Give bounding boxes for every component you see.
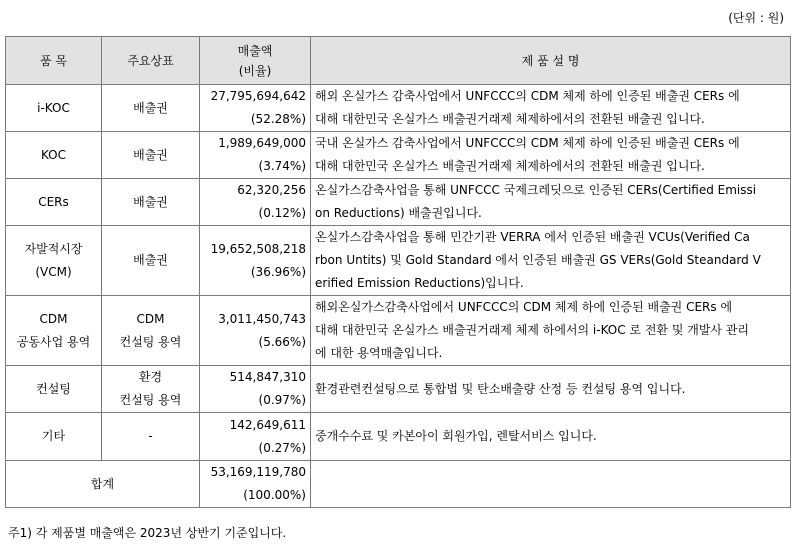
description-cell <box>311 296 791 366</box>
sales-amount: 3,011,450,743 <box>218 311 306 326</box>
sales-ratio: (0.27%) <box>258 440 306 455</box>
footnote: 주1) 각 제품별 매출액은 2023년 상반기 기준입니다. <box>8 526 287 540</box>
header-sales-line2: (비율) <box>238 63 272 78</box>
header-product: 품 목 <box>6 37 102 85</box>
brand-cell-line: 배출권 <box>133 147 168 162</box>
brand-cell-line: 컨설팅 용역 <box>119 334 182 349</box>
description-cell-line: 대해 대한민국 온실가스 배출권거래제 체제하에서의 전환된 배출권 입니다. <box>315 159 705 173</box>
description-cell <box>311 132 791 179</box>
sales-cell <box>200 132 311 179</box>
table-row <box>6 366 791 413</box>
header-sales <box>200 37 311 85</box>
sales-ratio: (5.66%) <box>258 334 306 349</box>
description-cell-line: 온실가스감축사업을 통해 UNFCCC 국제크레딧으로 인증된 CERs(Certified Emissi <box>315 183 757 197</box>
table-row <box>6 413 791 461</box>
description-cell-line: on Reductions) 배출권입니다. <box>315 206 482 220</box>
sales-amount: 142,649,611 <box>229 417 306 432</box>
sales-ratio: (0.12%) <box>258 206 306 220</box>
sales-cell <box>200 85 311 132</box>
sales-amount: 514,847,310 <box>229 370 306 384</box>
sales-amount: 27,795,694,642 <box>210 89 306 103</box>
description-cell-line: 대해 대한민국 온실가스 배출권거래제 체제 하에서의 i-KOC 로 전환 및 개발사 관리 <box>315 323 750 337</box>
sales-amount: 62,320,256 <box>237 183 306 197</box>
description-cell-line: rbon Untits) 및 Gold Standard 에서 인증된 배출권 GS VERs(Gold Steandard V <box>315 253 761 267</box>
table-row <box>6 296 791 366</box>
product-sales-table <box>5 36 791 508</box>
brand-cell-line: 배출권 <box>133 253 168 267</box>
description-cell <box>311 179 791 226</box>
description-cell <box>311 226 791 296</box>
brand-cell-line: 컨설팅 용역 <box>119 393 182 407</box>
description-cell-line: 국내 온실가스 감축사업에서 UNFCCC의 CDM 체제 하에 인증된 배출권 CERs 에 <box>315 136 740 150</box>
product-cell-line: i-KOC <box>37 100 70 115</box>
product-cell-line: CERs <box>38 194 69 209</box>
table-row <box>6 85 791 132</box>
product-cell-line: (VCM) <box>35 264 72 279</box>
table-row <box>6 226 791 296</box>
description-cell-line: 환경관련컨설팅으로 통합법 및 탄소배출량 산정 등 컨설팅 용역 입니다. <box>315 381 686 396</box>
sales-cell <box>200 366 311 413</box>
sales-ratio: (0.97%) <box>258 393 306 407</box>
header-description: 제 품 설 명 <box>311 37 791 85</box>
product-cell-line: CDM <box>39 311 68 326</box>
brand-cell-line: 배출권 <box>133 100 168 115</box>
brand-cell-line: - <box>148 429 153 443</box>
product-cell <box>6 179 102 226</box>
product-cell <box>6 132 102 179</box>
brand-cell-line: 환경 <box>138 370 163 384</box>
total-amount: 53,169,119,780 <box>210 465 306 479</box>
total-label: 합계 <box>6 461 200 508</box>
description-cell-line: 해외온실가스감축사업에서 UNFCCC의 CDM 체제 하에 인증된 배출권 CERs 에 <box>315 300 733 314</box>
description-cell-line: erified Emission Reductions)입니다. <box>315 276 524 290</box>
product-cell <box>6 226 102 296</box>
header-brand: 주요상표 <box>102 37 200 85</box>
brand-cell <box>102 226 200 296</box>
brand-cell <box>102 179 200 226</box>
description-cell-line: 중개수수료 및 카본아이 회원가입, 렌탈서비스 입니다. <box>315 429 597 443</box>
header-row <box>6 37 791 85</box>
sales-amount: 19,652,508,218 <box>210 241 306 256</box>
total-amount-cell <box>200 461 311 508</box>
description-cell-line: 해외 온실가스 감축사업에서 UNFCCC의 CDM 체제 하에 인증된 배출권 CERs 에 <box>315 89 740 103</box>
product-cell <box>6 413 102 461</box>
product-cell-line: 자발적시장 <box>24 241 83 256</box>
description-cell-line: 온실가스감축사업을 통해 민간기관 VERRA 에서 인증된 배출권 VCUs(Verified Ca <box>315 230 750 244</box>
product-cell-line: 공동사업 용역 <box>16 334 91 349</box>
description-cell-line: 에 대한 용역매출입니다. <box>315 346 443 360</box>
sales-cell <box>200 226 311 296</box>
total-description-empty <box>311 461 791 508</box>
brand-cell-line: 배출권 <box>133 194 168 209</box>
product-cell-line: 기타 <box>41 429 66 443</box>
product-cell <box>6 296 102 366</box>
table-row <box>6 132 791 179</box>
sales-cell <box>200 296 311 366</box>
total-ratio: (100.00%) <box>243 488 306 502</box>
description-cell <box>311 413 791 461</box>
table-row <box>6 179 791 226</box>
sales-cell <box>200 413 311 461</box>
sales-amount: 1,989,649,000 <box>218 136 306 150</box>
brand-cell <box>102 296 200 366</box>
product-cell-line: KOC <box>40 147 67 162</box>
brand-cell-line: CDM <box>136 311 165 326</box>
product-cell <box>6 366 102 413</box>
description-cell-line: 대해 대한민국 온실가스 배출권거래제 체제하에서의 전환된 배출권 입니다. <box>315 112 705 126</box>
header-sales-line1: 매출액 <box>237 43 273 58</box>
description-cell <box>311 366 791 413</box>
description-cell <box>311 85 791 132</box>
brand-cell <box>102 132 200 179</box>
unit-note: (단위 : 원) <box>728 11 784 25</box>
sales-ratio: (3.74%) <box>258 159 306 173</box>
product-cell <box>6 85 102 132</box>
total-row <box>6 461 791 508</box>
brand-cell <box>102 413 200 461</box>
product-cell-line: 컨설팅 <box>36 381 71 396</box>
sales-ratio: (36.96%) <box>250 264 306 279</box>
brand-cell <box>102 85 200 132</box>
brand-cell <box>102 366 200 413</box>
sales-ratio: (52.28%) <box>250 112 306 126</box>
sales-cell <box>200 179 311 226</box>
